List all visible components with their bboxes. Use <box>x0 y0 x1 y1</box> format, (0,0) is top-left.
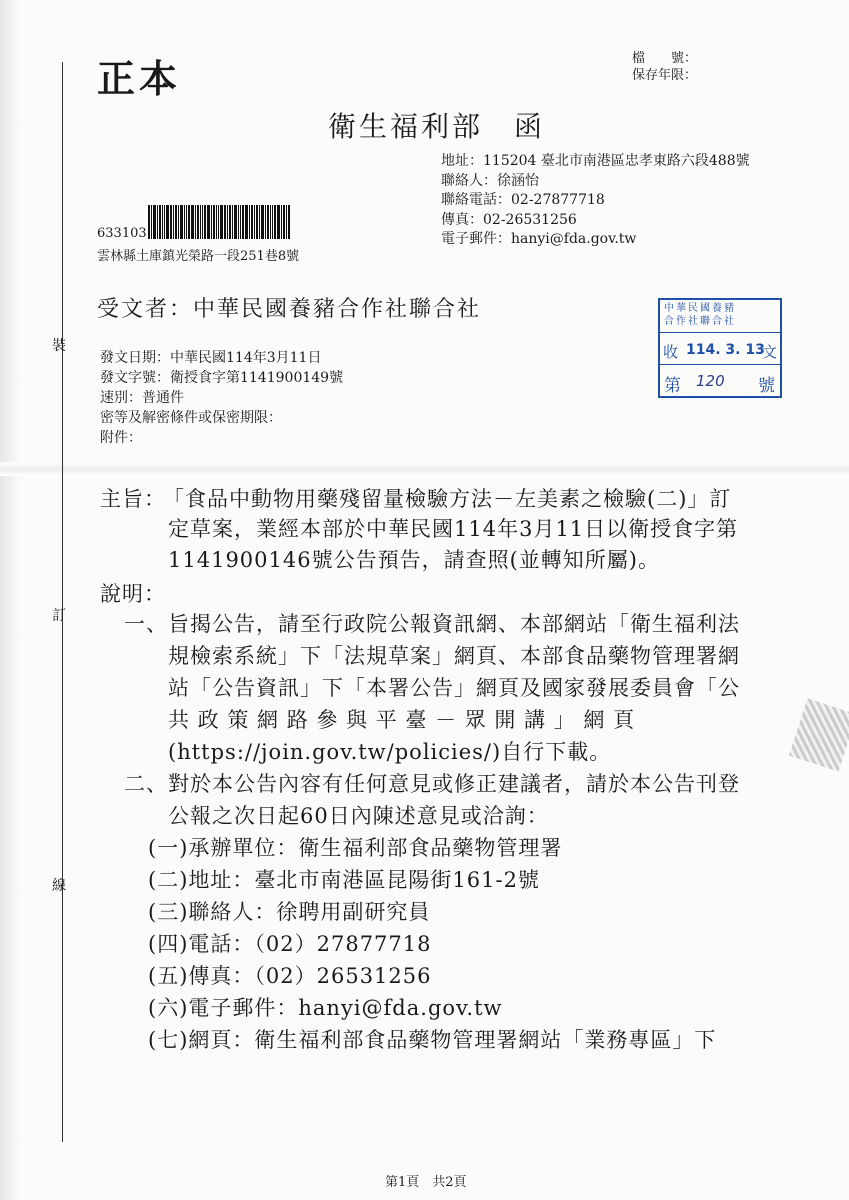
item1-line-5-url: (https://join.gov.tw/policies/)自行下載。 <box>168 740 612 764</box>
item1-line-1: 一、旨揭公告，請至行政院公報資訊網、本部網站「衛生福利法 <box>124 612 740 636</box>
paper-edge-tab <box>789 698 849 771</box>
binding-line <box>62 62 63 1142</box>
document-meta-block <box>100 348 343 448</box>
subject-line-3: 1141900146號公告預告，請查照(並轉知所屬)。 <box>168 548 660 572</box>
explanation-label: 說明： <box>100 582 166 606</box>
page-number: 第1頁 共2頁 <box>385 1175 467 1190</box>
binding-mark-zhuang: 裝 <box>52 338 66 354</box>
original-copy-mark: 正本 <box>97 56 182 101</box>
sender-info-block <box>441 152 750 250</box>
sender-email: 電子郵件：hanyi@fda.gov.tw <box>441 231 637 247</box>
stamp-handwritten-number: 120 <box>696 372 725 390</box>
subject-line-2: 定草案，業經本部於中華民國114年3月11日以衛授食字第 <box>168 517 739 541</box>
stamp-received-char: 收 <box>663 343 679 361</box>
delivery-speed: 速別：普通件 <box>100 390 184 406</box>
subject-line-1: 「食品中動物用藥殘留量檢驗方法－左美素之檢驗(二)」訂 <box>163 487 732 511</box>
scan-fold-band <box>0 462 849 476</box>
received-stamp <box>658 298 782 398</box>
stamp-doc-char: 文 <box>762 343 778 361</box>
page-edge-shadow <box>0 0 20 1200</box>
sender-address: 地址：115204 臺北市南港區忠孝東路六段488號 <box>441 153 750 169</box>
item2-sub4-phone: (四)電話：（02）27877718 <box>148 932 432 956</box>
binding-mark-xian: 線 <box>52 878 66 894</box>
stamp-number-suffix: 號 <box>758 376 775 396</box>
mailing-zip: 633103 <box>97 226 147 241</box>
sender-contact: 聯絡人：徐涵怡 <box>441 172 539 189</box>
sender-fax: 傳真：02-26531256 <box>441 211 577 228</box>
document-title: 衛生福利部 函 <box>328 110 546 143</box>
item2-sub7-webpage: (七)網頁：衛生福利部食品藥物管理署網站「業務專區」下 <box>148 1028 717 1052</box>
mailing-address: 雲林縣土庫鎮光榮路一段251巷8號 <box>97 249 300 264</box>
file-number-label: 檔 號： <box>632 51 698 66</box>
item1-line-3: 站「公告資訊」下「本署公告」網頁及國家發展委員會「公 <box>168 676 740 700</box>
stamp-org-line1: 中華民國養豬 <box>664 303 736 314</box>
document-number: 發文字號：衛授食字第1141900149號 <box>100 370 344 386</box>
secrecy-level: 密等及解密條件或保密期限： <box>100 410 282 426</box>
binding-mark-ding: 訂 <box>52 608 66 624</box>
attachment-label: 附件： <box>100 430 142 446</box>
item2-sub1-unit: (一)承辦單位：衛生福利部食品藥物管理署 <box>148 836 563 860</box>
retention-period-label: 保存年限： <box>632 68 698 83</box>
item2-sub3-contact: (三)聯絡人：徐聘用副研究員 <box>148 900 431 924</box>
item2-sub6-email: (六)電子郵件：hanyi@fda.gov.tw <box>148 996 503 1020</box>
item1-line-2: 規檢索系統」下「法規草案」網頁、本部食品藥物管理署網 <box>168 644 740 668</box>
recipient-line: 受文者：中華民國養豬合作社聯合社 <box>97 297 482 322</box>
item2-line-1: 二、對於本公告內容有任何意見或修正建議者，請於本公告刊登 <box>124 772 740 796</box>
item2-line-2: 公報之次日起60日內陳述意見或洽詢： <box>168 804 549 828</box>
item2-sub5-fax: (五)傳真：（02）26531256 <box>148 964 432 988</box>
item2-sub2-address: (二)地址：臺北市南港區昆陽街161-2號 <box>148 868 540 892</box>
sender-phone: 聯絡電話：02-27877718 <box>441 192 605 208</box>
stamp-date: 114. 3. 13 <box>686 342 765 358</box>
stamp-number-prefix: 第 <box>664 376 681 396</box>
barcode <box>148 205 334 239</box>
item1-line-4: 共 政 策 網 路 參 與 平 臺 － 眾 開 講 」 網 頁 <box>168 708 636 732</box>
issue-date: 發文日期：中華民國114年3月11日 <box>100 350 322 366</box>
stamp-org-line2: 合作社聯合社 <box>664 316 736 327</box>
subject-label: 主旨： <box>100 487 166 511</box>
